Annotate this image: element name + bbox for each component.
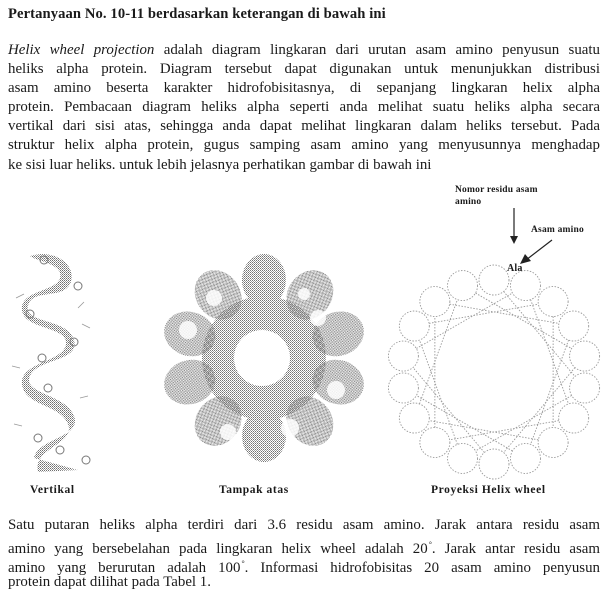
caption-helix-wheel: Proyeksi Helix wheel — [431, 484, 546, 496]
helix-wheel-diagram — [380, 250, 608, 480]
paragraph-line: asam amino beserta karakter hidrofobisitasnya, di sepanjang lingkaran helix alpha — [8, 80, 600, 97]
paragraph-line: heliks alpha protein. Diagram tersebut dapat digunakan untuk menunjukkan distribusi — [8, 61, 600, 78]
paragraph-line: ke sisi luar heliks. untuk lebih jelasnya perhatikan gambar di bawah ini — [8, 156, 432, 173]
paragraph-line: protein dapat dilihat pada Tabel 1. — [8, 574, 211, 591]
paragraph-line: Satu putaran heliks alpha terdiri dari 3.6 residu asam amino. Jarak antara residu asam — [8, 517, 600, 533]
degree-symbol: ° — [428, 540, 432, 550]
top-view-image — [158, 252, 370, 464]
caption-vertical: Vertikal — [30, 484, 75, 496]
caption-top-view: Tampak atas — [219, 484, 289, 496]
paragraph-line: vertikal dari sisi atas, sehingga anda dapat melihat lingkaran dalam heliks tersebut. Pada — [8, 118, 600, 135]
residue-number-annotation: Nomor residu asam amino — [455, 185, 538, 207]
paragraph-line: Helix wheel projection adalah diagram lingkaran dari urutan asam amino penyusun suatu — [8, 42, 600, 58]
paragraph-line: amino yang berurutan adalah 100°. Informasi hidrofobisitas 20 asam amino penyusun — [8, 559, 600, 577]
amino-acid-arrow-icon — [518, 238, 554, 266]
paragraph-line: amino yang bersebelahan pada lingkaran helix wheel adalah 20°. Jarak antar residu asam — [8, 540, 600, 558]
helix-wheel-term: Helix wheel projection — [8, 42, 155, 58]
degree-symbol: ° — [241, 559, 245, 569]
amino-acid-annotation: Asam amino — [531, 225, 584, 235]
intro-paragraph — [8, 41, 600, 175]
paragraph-line: struktur helix alpha protein, gugus samping asam amino yang menyusunnya menghadap — [8, 137, 600, 154]
paragraph-line: protein. Pembacaan diagram heliks alpha seperti anda melihat suatu heliks alpha secara — [8, 99, 600, 116]
question-heading: Pertanyaan No. 10-11 berdasarkan keterangan di bawah ini — [8, 6, 386, 22]
vertical-helix-image — [8, 248, 94, 474]
first-residue-label: Ala — [507, 263, 523, 274]
explanation-paragraph — [8, 516, 600, 592]
